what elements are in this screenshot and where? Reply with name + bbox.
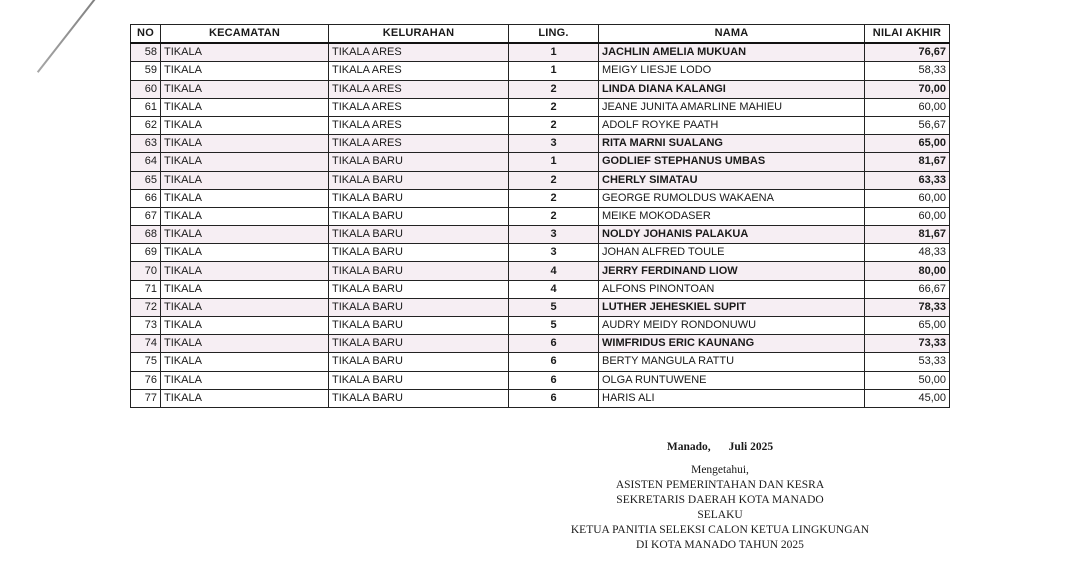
cell-no: 61 bbox=[131, 98, 161, 116]
cell-nilai-akhir: 53,33 bbox=[865, 353, 950, 371]
cell-nilai-akhir: 63,33 bbox=[865, 171, 950, 189]
cell-nama: GODLIEF STEPHANUS UMBAS bbox=[599, 153, 865, 171]
cell-nama: JACHLIN AMELIA MUKUAN bbox=[599, 43, 865, 62]
cell-kelurahan: TIKALA BARU bbox=[329, 317, 509, 335]
cell-nilai-akhir: 65,00 bbox=[865, 317, 950, 335]
cell-kecamatan: TIKALA bbox=[161, 280, 329, 298]
cell-kecamatan: TIKALA bbox=[161, 317, 329, 335]
table-row bbox=[131, 371, 950, 389]
cell-ling: 3 bbox=[509, 226, 599, 244]
cell-kecamatan: TIKALA bbox=[161, 135, 329, 153]
cell-nilai-akhir: 56,67 bbox=[865, 116, 950, 134]
table-row bbox=[131, 98, 950, 116]
table-row bbox=[131, 189, 950, 207]
cell-no: 76 bbox=[131, 371, 161, 389]
cell-kecamatan: TIKALA bbox=[161, 207, 329, 225]
cell-kelurahan: TIKALA BARU bbox=[329, 226, 509, 244]
table-row bbox=[131, 353, 950, 371]
cell-kelurahan: TIKALA ARES bbox=[329, 116, 509, 134]
cell-nilai-akhir: 66,67 bbox=[865, 280, 950, 298]
cell-ling: 3 bbox=[509, 135, 599, 153]
table-row bbox=[131, 207, 950, 225]
cell-ling: 6 bbox=[509, 335, 599, 353]
signature-line-secretary-title: SEKRETARIS DAERAH KOTA MANADO bbox=[616, 494, 824, 506]
cell-ling: 2 bbox=[509, 116, 599, 134]
table-row bbox=[131, 43, 950, 62]
cell-nama: OLGA RUNTUWENE bbox=[599, 371, 865, 389]
cell-nilai-akhir: 65,00 bbox=[865, 135, 950, 153]
cell-nilai-akhir: 76,67 bbox=[865, 43, 950, 62]
cell-ling: 2 bbox=[509, 98, 599, 116]
place-date bbox=[520, 440, 920, 455]
cell-no: 77 bbox=[131, 389, 161, 407]
table-row bbox=[131, 62, 950, 80]
table-row bbox=[131, 298, 950, 316]
cell-nama: WIMFRIDUS ERIC KAUNANG bbox=[599, 335, 865, 353]
table-row bbox=[131, 280, 950, 298]
table-row bbox=[131, 171, 950, 189]
signature-line-city-year: DI KOTA MANADO TAHUN 2025 bbox=[636, 539, 804, 551]
cell-nama: ADOLF ROYKE PAATH bbox=[599, 116, 865, 134]
cell-ling: 5 bbox=[509, 298, 599, 316]
cell-ling: 6 bbox=[509, 353, 599, 371]
cell-nilai-akhir: 60,00 bbox=[865, 189, 950, 207]
cell-kelurahan: TIKALA BARU bbox=[329, 171, 509, 189]
cell-ling: 6 bbox=[509, 389, 599, 407]
cell-kecamatan: TIKALA bbox=[161, 226, 329, 244]
cell-nilai-akhir: 81,67 bbox=[865, 226, 950, 244]
cell-kelurahan: TIKALA BARU bbox=[329, 298, 509, 316]
table-row bbox=[131, 226, 950, 244]
table-row bbox=[131, 80, 950, 98]
table-row bbox=[131, 153, 950, 171]
cell-ling: 2 bbox=[509, 207, 599, 225]
cell-no: 70 bbox=[131, 262, 161, 280]
cell-kelurahan: TIKALA BARU bbox=[329, 371, 509, 389]
cell-nilai-akhir: 78,33 bbox=[865, 298, 950, 316]
cell-kecamatan: TIKALA bbox=[161, 171, 329, 189]
cell-no: 68 bbox=[131, 226, 161, 244]
table-row bbox=[131, 116, 950, 134]
cell-nilai-akhir: 48,33 bbox=[865, 244, 950, 262]
signature-line-acknowledged: Mengetahui, bbox=[691, 464, 749, 476]
cell-kecamatan: TIKALA bbox=[161, 389, 329, 407]
cell-kelurahan: TIKALA ARES bbox=[329, 80, 509, 98]
cell-nilai-akhir: 60,00 bbox=[865, 98, 950, 116]
cell-kecamatan: TIKALA bbox=[161, 153, 329, 171]
header-no: NO bbox=[131, 25, 161, 44]
cell-kecamatan: TIKALA bbox=[161, 116, 329, 134]
cell-no: 63 bbox=[131, 135, 161, 153]
header-nama: NAMA bbox=[599, 25, 865, 44]
cell-no: 72 bbox=[131, 298, 161, 316]
cell-nilai-akhir: 73,33 bbox=[865, 335, 950, 353]
cell-kecamatan: TIKALA bbox=[161, 262, 329, 280]
table-row bbox=[131, 335, 950, 353]
cell-kelurahan: TIKALA ARES bbox=[329, 98, 509, 116]
table-header bbox=[131, 25, 950, 44]
cell-ling: 1 bbox=[509, 62, 599, 80]
cell-kecamatan: TIKALA bbox=[161, 98, 329, 116]
cell-kecamatan: TIKALA bbox=[161, 62, 329, 80]
cell-nama: JEANE JUNITA AMARLINE MAHIEU bbox=[599, 98, 865, 116]
header-kecamatan: KECAMATAN bbox=[161, 25, 329, 44]
cell-kelurahan: TIKALA BARU bbox=[329, 335, 509, 353]
cell-no: 67 bbox=[131, 207, 161, 225]
cell-nama: JOHAN ALFRED TOULE bbox=[599, 244, 865, 262]
table-row bbox=[131, 135, 950, 153]
cell-nama: AUDRY MEIDY RONDONUWU bbox=[599, 317, 865, 335]
cell-ling: 3 bbox=[509, 244, 599, 262]
cell-kelurahan: TIKALA BARU bbox=[329, 280, 509, 298]
signature-line-as: SELAKU bbox=[697, 509, 743, 521]
signature-line-assistant-title: ASISTEN PEMERINTAHAN DAN KESRA bbox=[615, 479, 825, 491]
cell-nilai-akhir: 60,00 bbox=[865, 207, 950, 225]
cell-nama: HARIS ALI bbox=[599, 389, 865, 407]
cell-nama: CHERLY SIMATAU bbox=[599, 171, 865, 189]
cell-nilai-akhir: 81,67 bbox=[865, 153, 950, 171]
cell-kecamatan: TIKALA bbox=[161, 189, 329, 207]
cell-no: 60 bbox=[131, 80, 161, 98]
date-text: Juli 2025 bbox=[728, 441, 774, 453]
cell-ling: 4 bbox=[509, 262, 599, 280]
cell-no: 59 bbox=[131, 62, 161, 80]
cell-kelurahan: TIKALA ARES bbox=[329, 43, 509, 62]
cell-nilai-akhir: 58,33 bbox=[865, 62, 950, 80]
table-row bbox=[131, 389, 950, 407]
cell-no: 73 bbox=[131, 317, 161, 335]
cell-ling: 6 bbox=[509, 371, 599, 389]
signature-line-committee-title: KETUA PANITIA SELEKSI CALON KETUA LINGKUNGAN bbox=[570, 524, 870, 536]
cell-no: 64 bbox=[131, 153, 161, 171]
cell-no: 66 bbox=[131, 189, 161, 207]
header-row bbox=[131, 25, 950, 44]
cell-nilai-akhir: 50,00 bbox=[865, 371, 950, 389]
cell-kelurahan: TIKALA BARU bbox=[329, 189, 509, 207]
cell-nama: MEIGY LIESJE LODO bbox=[599, 62, 865, 80]
cell-kecamatan: TIKALA bbox=[161, 43, 329, 62]
place-text: Manado, bbox=[666, 441, 711, 453]
cell-nama: LUTHER JEHESKIEL SUPIT bbox=[599, 298, 865, 316]
cell-kecamatan: TIKALA bbox=[161, 80, 329, 98]
cell-ling: 2 bbox=[509, 189, 599, 207]
cell-ling: 5 bbox=[509, 317, 599, 335]
cell-nama: ALFONS PINONTOAN bbox=[599, 280, 865, 298]
cell-kelurahan: TIKALA ARES bbox=[329, 62, 509, 80]
table-body bbox=[131, 43, 950, 407]
cell-kelurahan: TIKALA BARU bbox=[329, 244, 509, 262]
cell-kecamatan: TIKALA bbox=[161, 371, 329, 389]
header-kelurahan: KELURAHAN bbox=[329, 25, 509, 44]
cell-no: 75 bbox=[131, 353, 161, 371]
table-row bbox=[131, 262, 950, 280]
cell-kecamatan: TIKALA bbox=[161, 244, 329, 262]
cell-nama: NOLDY JOHANIS PALAKUA bbox=[599, 226, 865, 244]
cell-kecamatan: TIKALA bbox=[161, 335, 329, 353]
cell-no: 69 bbox=[131, 244, 161, 262]
paper-fold-line bbox=[37, 0, 98, 73]
table-row bbox=[131, 244, 950, 262]
cell-nama: LINDA DIANA KALANGI bbox=[599, 80, 865, 98]
cell-nama: BERTY MANGULA RATTU bbox=[599, 353, 865, 371]
cell-kecamatan: TIKALA bbox=[161, 298, 329, 316]
cell-no: 71 bbox=[131, 280, 161, 298]
cell-no: 65 bbox=[131, 171, 161, 189]
cell-ling: 1 bbox=[509, 153, 599, 171]
cell-ling: 2 bbox=[509, 80, 599, 98]
header-ling: LING. bbox=[509, 25, 599, 44]
table-row bbox=[131, 317, 950, 335]
cell-kelurahan: TIKALA BARU bbox=[329, 207, 509, 225]
header-nilai-akhir: NILAI AKHIR bbox=[865, 25, 950, 44]
cell-nama: GEORGE RUMOLDUS WAKAENA bbox=[599, 189, 865, 207]
cell-kelurahan: TIKALA BARU bbox=[329, 262, 509, 280]
cell-kelurahan: TIKALA BARU bbox=[329, 353, 509, 371]
cell-ling: 1 bbox=[509, 43, 599, 62]
cell-ling: 2 bbox=[509, 171, 599, 189]
cell-kelurahan: TIKALA BARU bbox=[329, 389, 509, 407]
cell-ling: 4 bbox=[509, 280, 599, 298]
cell-nilai-akhir: 80,00 bbox=[865, 262, 950, 280]
cell-nilai-akhir: 45,00 bbox=[865, 389, 950, 407]
cell-nilai-akhir: 70,00 bbox=[865, 80, 950, 98]
cell-nama: JERRY FERDINAND LIOW bbox=[599, 262, 865, 280]
cell-kelurahan: TIKALA BARU bbox=[329, 153, 509, 171]
cell-no: 74 bbox=[131, 335, 161, 353]
cell-no: 62 bbox=[131, 116, 161, 134]
selection-results-table bbox=[130, 24, 950, 408]
cell-nama: RITA MARNI SUALANG bbox=[599, 135, 865, 153]
cell-nama: MEIKE MOKODASER bbox=[599, 207, 865, 225]
cell-no: 58 bbox=[131, 43, 161, 62]
cell-kecamatan: TIKALA bbox=[161, 353, 329, 371]
cell-kelurahan: TIKALA ARES bbox=[329, 135, 509, 153]
signature-block bbox=[520, 440, 920, 553]
